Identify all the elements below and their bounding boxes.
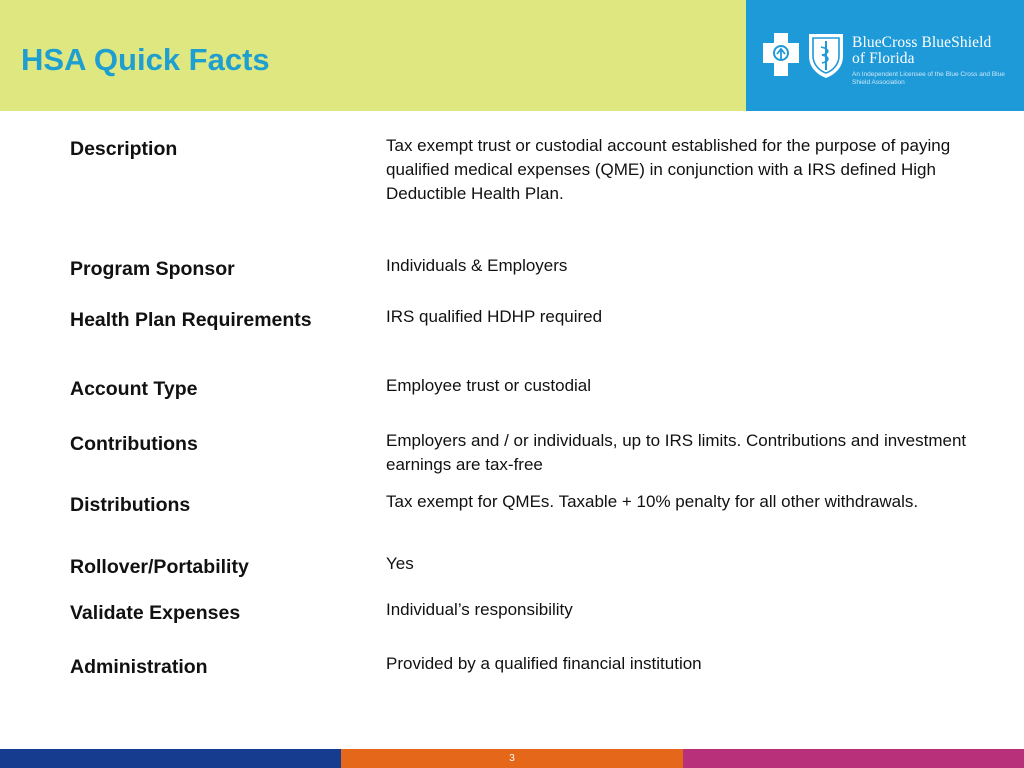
fact-value: Tax exempt trust or custodial account established for the purpose of paying qualified medical expenses (QME) in conjunction with a IRS defined High Deductible Health Plan.: [386, 136, 951, 203]
footer-bar: [0, 749, 1024, 768]
fact-label: Program Sponsor: [70, 258, 235, 280]
fact-label: Validate Expenses: [70, 602, 241, 624]
logo-name-line-1: BlueCross BlueShield: [852, 34, 992, 51]
fact-value: Individual’s responsibility: [386, 600, 573, 619]
fact-value: Provided by a qualified financial institution: [386, 654, 702, 673]
page-number: 3: [509, 753, 515, 764]
fact-label: Health Plan Requirements: [70, 309, 312, 331]
fact-value: Employers and / or individuals, up to IRS limits. Contributions and investment earnings are tax-free: [386, 431, 967, 474]
fact-label: Account Type: [70, 378, 198, 400]
logo-mark: [760, 30, 846, 80]
fact-label: Description: [70, 138, 178, 160]
brand-logo: [746, 0, 1024, 111]
fact-value: Yes: [386, 554, 414, 573]
fact-label: Distributions: [70, 494, 191, 516]
page-title: HSA Quick Facts: [21, 42, 270, 77]
title-bar: [0, 0, 746, 111]
fact-value: Tax exempt for QMEs. Taxable + 10% penalty for all other withdrawals.: [386, 492, 919, 511]
fact-label: Administration: [70, 656, 208, 678]
fact-label: Contributions: [70, 433, 198, 455]
fact-value: Employee trust or custodial: [386, 376, 592, 395]
logo-name: [852, 35, 991, 67]
footer-segment-magenta: [683, 749, 1024, 768]
fact-value: Individuals & Employers: [386, 256, 568, 275]
cross-icon: [763, 33, 799, 76]
logo-name-line-2: of Florida: [852, 50, 915, 67]
slide-header: [0, 0, 1024, 111]
footer-segment-blue: [0, 749, 341, 768]
shield-icon: [809, 34, 843, 78]
fact-label: Rollover/Portability: [70, 556, 249, 578]
logo-tagline: An Independent Licensee of the Blue Cross and Blue Shield Association: [852, 71, 1005, 86]
fact-value: IRS qualified HDHP required: [386, 307, 603, 326]
